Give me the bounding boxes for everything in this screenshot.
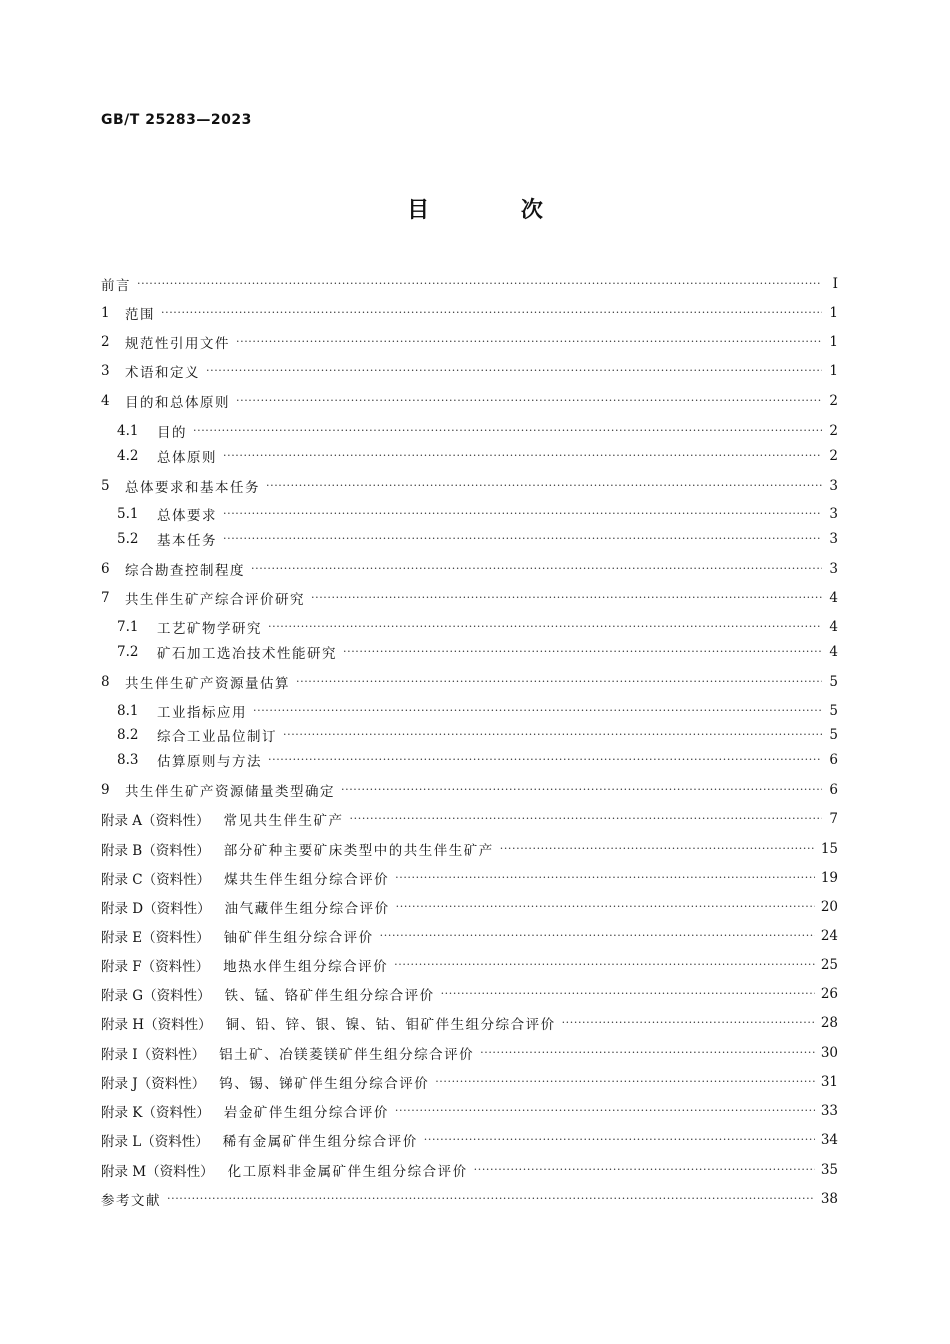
toc-page-number: 6 [829, 782, 838, 798]
toc-leader-dots [251, 559, 822, 579]
toc-entry-label: 地热水伴生组分综合评价 [223, 959, 389, 975]
toc-entry[interactable] [101, 559, 838, 579]
toc-page-number: Ⅰ [832, 276, 838, 292]
toc-leader-dots [396, 897, 815, 917]
toc-section-number: 5.2 [117, 531, 139, 547]
toc-entry-label: 共生伴生矿产资源量估算 [125, 676, 290, 692]
toc-entry[interactable] [117, 529, 838, 549]
toc-page-number: 5 [829, 703, 838, 719]
toc-leader-dots [268, 750, 822, 770]
toc-entry[interactable] [117, 750, 838, 770]
toc-entry-label: 矿石加工选冶技术性能研究 [157, 646, 337, 662]
toc-appendix-prefix: 附录 L（资料性） [101, 1134, 209, 1150]
toc-page-number: 6 [829, 752, 838, 768]
toc-leader-dots [343, 642, 822, 662]
toc-entry[interactable] [101, 1043, 838, 1063]
toc-page-number: 3 [829, 561, 838, 577]
toc-page-number: 5 [829, 674, 838, 690]
toc-appendix-prefix: 附录 F（资料性） [101, 959, 210, 975]
toc-page-number: 30 [820, 1045, 838, 1061]
toc-page-number: 28 [820, 1015, 838, 1031]
toc-page-number: 20 [820, 899, 838, 915]
toc-leader-dots [311, 588, 822, 608]
toc-entry-label: 综合勘查控制程度 [125, 563, 245, 579]
toc-entry-label: 钨、锡、锑矿伴生组分综合评价 [219, 1076, 430, 1092]
toc-entry-label: 油气藏伴生组分综合评价 [224, 901, 390, 917]
toc-appendix-prefix: 附录 E（资料性） [101, 930, 210, 946]
toc-leader-dots [341, 780, 822, 800]
toc-section-number: 4 [101, 393, 110, 409]
toc-entry[interactable] [117, 701, 838, 721]
page-title: 目 次 [407, 198, 585, 223]
toc-entry[interactable] [101, 361, 838, 381]
toc-section-number: 8.3 [117, 752, 139, 768]
toc-page-number: 34 [820, 1132, 838, 1148]
toc-page-number: 1 [829, 334, 838, 350]
toc-entry-label: 化工原料非金属矿伴生组分综合评价 [227, 1164, 468, 1180]
toc-page-number: 7 [829, 811, 838, 827]
toc-entry[interactable] [101, 672, 838, 692]
toc-entry-label: 稀有金属矿伴生组分综合评价 [222, 1134, 418, 1150]
toc-entry-label: 工艺矿物学研究 [157, 621, 262, 637]
toc-entry-label: 共生伴生矿产综合评价研究 [125, 592, 305, 608]
toc-appendix-prefix: 附录 I（资料性） [101, 1047, 206, 1063]
toc-leader-dots [193, 421, 822, 441]
toc-entry-label: 铝土矿、冶镁菱镁矿伴生组分综合评价 [219, 1047, 475, 1063]
toc-entry-label: 岩金矿伴生组分综合评价 [223, 1105, 389, 1121]
toc-leader-dots [424, 1130, 815, 1150]
toc-appendix-prefix: 附录 M（资料性） [101, 1164, 214, 1180]
toc-leader-dots [223, 529, 822, 549]
toc-entry[interactable] [117, 642, 838, 662]
toc-leader-dots [266, 476, 822, 496]
toc-entry[interactable] [101, 274, 838, 294]
toc-entry[interactable] [117, 446, 838, 466]
toc-leader-dots [474, 1160, 815, 1180]
toc-section-number: 4.1 [117, 423, 139, 439]
toc-section-number: 5 [101, 478, 110, 494]
toc-appendix-prefix: 附录 A（资料性） [101, 813, 210, 829]
toc-entry[interactable] [101, 955, 838, 975]
toc-entry[interactable] [101, 1072, 838, 1092]
toc-entry[interactable] [101, 780, 838, 800]
toc-entry[interactable] [101, 1189, 838, 1209]
toc-entry[interactable] [101, 391, 838, 411]
toc-entry[interactable] [101, 897, 838, 917]
toc-leader-dots [395, 1101, 815, 1121]
toc-leader-dots [562, 1013, 815, 1033]
toc-leader-dots [441, 984, 815, 1004]
toc-entry-label: 共生伴生矿产资源储量类型确定 [125, 784, 335, 800]
toc-entry[interactable] [101, 332, 838, 352]
toc-entry-label: 范围 [125, 307, 155, 323]
toc-entry[interactable] [101, 809, 838, 829]
toc-page-number: 4 [829, 644, 838, 660]
toc-entry-label: 总体要求 [157, 508, 217, 524]
toc-leader-dots [283, 725, 822, 745]
toc-leader-dots [161, 303, 822, 323]
toc-entry-label: 煤共生伴生组分综合评价 [224, 872, 390, 888]
toc-entry-label: 部分矿种主要矿床类型中的共生伴生矿产 [223, 843, 494, 859]
toc-page-number: 35 [820, 1162, 838, 1178]
toc-leader-dots [480, 1043, 815, 1063]
toc-leader-dots [395, 868, 815, 888]
toc-entry-label: 铁、锰、铬矿伴生组分综合评价 [224, 988, 435, 1004]
toc-section-number: 1 [101, 305, 110, 321]
toc-page-number: 19 [820, 870, 838, 886]
toc-appendix-prefix: 附录 C（资料性） [101, 872, 211, 888]
toc-entry[interactable] [101, 1130, 838, 1150]
toc-leader-dots [268, 617, 822, 637]
toc-leader-dots [500, 839, 815, 859]
toc-page-number: 3 [829, 531, 838, 547]
toc-leader-dots [435, 1072, 815, 1092]
toc-page-number: 26 [820, 986, 838, 1002]
toc-leader-dots [253, 701, 822, 721]
toc-entry[interactable] [101, 588, 838, 608]
toc-entry[interactable] [101, 476, 838, 496]
toc-entry[interactable] [101, 984, 838, 1004]
toc-entry-label: 工业指标应用 [157, 705, 247, 721]
toc-entry[interactable] [101, 1160, 838, 1180]
toc-leader-dots [223, 446, 822, 466]
toc-page-number: 2 [829, 393, 838, 409]
toc-page-number: 25 [820, 957, 838, 973]
toc-entry-label: 目的和总体原则 [125, 395, 230, 411]
toc-section-number: 8.1 [117, 703, 139, 719]
toc-page-number: 33 [820, 1103, 838, 1119]
toc-section-number: 7 [101, 590, 110, 606]
toc-entry-label: 常见共生伴生矿产 [223, 813, 344, 829]
toc-appendix-prefix: 附录 K（资料性） [101, 1105, 210, 1121]
toc-section-number: 4.2 [117, 448, 139, 464]
toc-page-number: 15 [820, 841, 838, 857]
toc-entry-label: 基本任务 [157, 533, 217, 549]
toc-leader-dots [350, 809, 822, 829]
toc-leader-dots [167, 1189, 815, 1209]
toc-entry-label: 估算原则与方法 [157, 754, 262, 770]
toc-entry-label: 术语和定义 [125, 365, 200, 381]
toc-entry-label: 综合工业品位制订 [157, 729, 277, 745]
toc-section-number: 7.1 [117, 619, 139, 635]
toc-leader-dots [137, 274, 822, 294]
toc-section-number: 9 [101, 782, 110, 798]
toc-entry[interactable] [101, 868, 838, 888]
toc-appendix-prefix: 附录 D（资料性） [101, 901, 211, 917]
toc-entry[interactable] [101, 926, 838, 946]
toc-entry-label: 铀矿伴生组分综合评价 [223, 930, 374, 946]
toc-entry[interactable] [101, 1013, 838, 1033]
toc-page-number: 5 [829, 727, 838, 743]
toc-entry[interactable] [101, 1101, 838, 1121]
toc-entry-label: 规范性引用文件 [125, 336, 230, 352]
toc-section-number: 8.2 [117, 727, 139, 743]
toc-leader-dots [236, 332, 822, 352]
toc-section-number: 5.1 [117, 506, 139, 522]
toc-page-number: 1 [829, 305, 838, 321]
toc-leader-dots [380, 926, 815, 946]
toc-entry-label: 总体要求和基本任务 [125, 480, 260, 496]
toc-page-number: 38 [820, 1191, 838, 1207]
toc-entry[interactable] [117, 617, 838, 637]
toc-section-number: 6 [101, 561, 110, 577]
document-code: GB/T 25283—2023 [101, 112, 252, 128]
toc-section-number: 7.2 [117, 644, 139, 660]
toc-leader-dots [394, 955, 815, 975]
toc-entry-label: 前言 [101, 278, 131, 294]
toc-entry-label: 参考文献 [101, 1193, 161, 1209]
toc-page-number: 2 [829, 448, 838, 464]
toc-entry[interactable] [101, 303, 838, 323]
toc-page-number: 2 [829, 423, 838, 439]
toc-entry-label: 目的 [157, 425, 187, 441]
toc-page-number: 3 [829, 506, 838, 522]
toc-entry[interactable] [117, 421, 838, 441]
toc-entry[interactable] [101, 839, 838, 859]
toc-appendix-prefix: 附录 H（资料性） [101, 1017, 212, 1033]
toc-page-number: 24 [820, 928, 838, 944]
toc-section-number: 8 [101, 674, 110, 690]
toc-leader-dots [223, 504, 822, 524]
toc-appendix-prefix: 附录 B（资料性） [101, 843, 210, 859]
toc-appendix-prefix: 附录 J（资料性） [101, 1076, 206, 1092]
toc-entry-label: 铜、铅、锌、银、镍、钴、钼矿伴生组分综合评价 [225, 1017, 556, 1033]
toc-leader-dots [236, 391, 822, 411]
toc-entry[interactable] [117, 504, 838, 524]
toc-page-number: 4 [829, 590, 838, 606]
toc-page-number: 4 [829, 619, 838, 635]
toc-leader-dots [296, 672, 822, 692]
toc-page-number: 3 [829, 478, 838, 494]
toc-entry[interactable] [117, 725, 838, 745]
toc-appendix-prefix: 附录 G（资料性） [101, 988, 211, 1004]
toc-section-number: 3 [101, 363, 110, 379]
toc-page-number: 31 [820, 1074, 838, 1090]
toc-page-number: 1 [829, 363, 838, 379]
toc-leader-dots [206, 361, 822, 381]
toc-entry-label: 总体原则 [157, 450, 217, 466]
toc-section-number: 2 [101, 334, 110, 350]
